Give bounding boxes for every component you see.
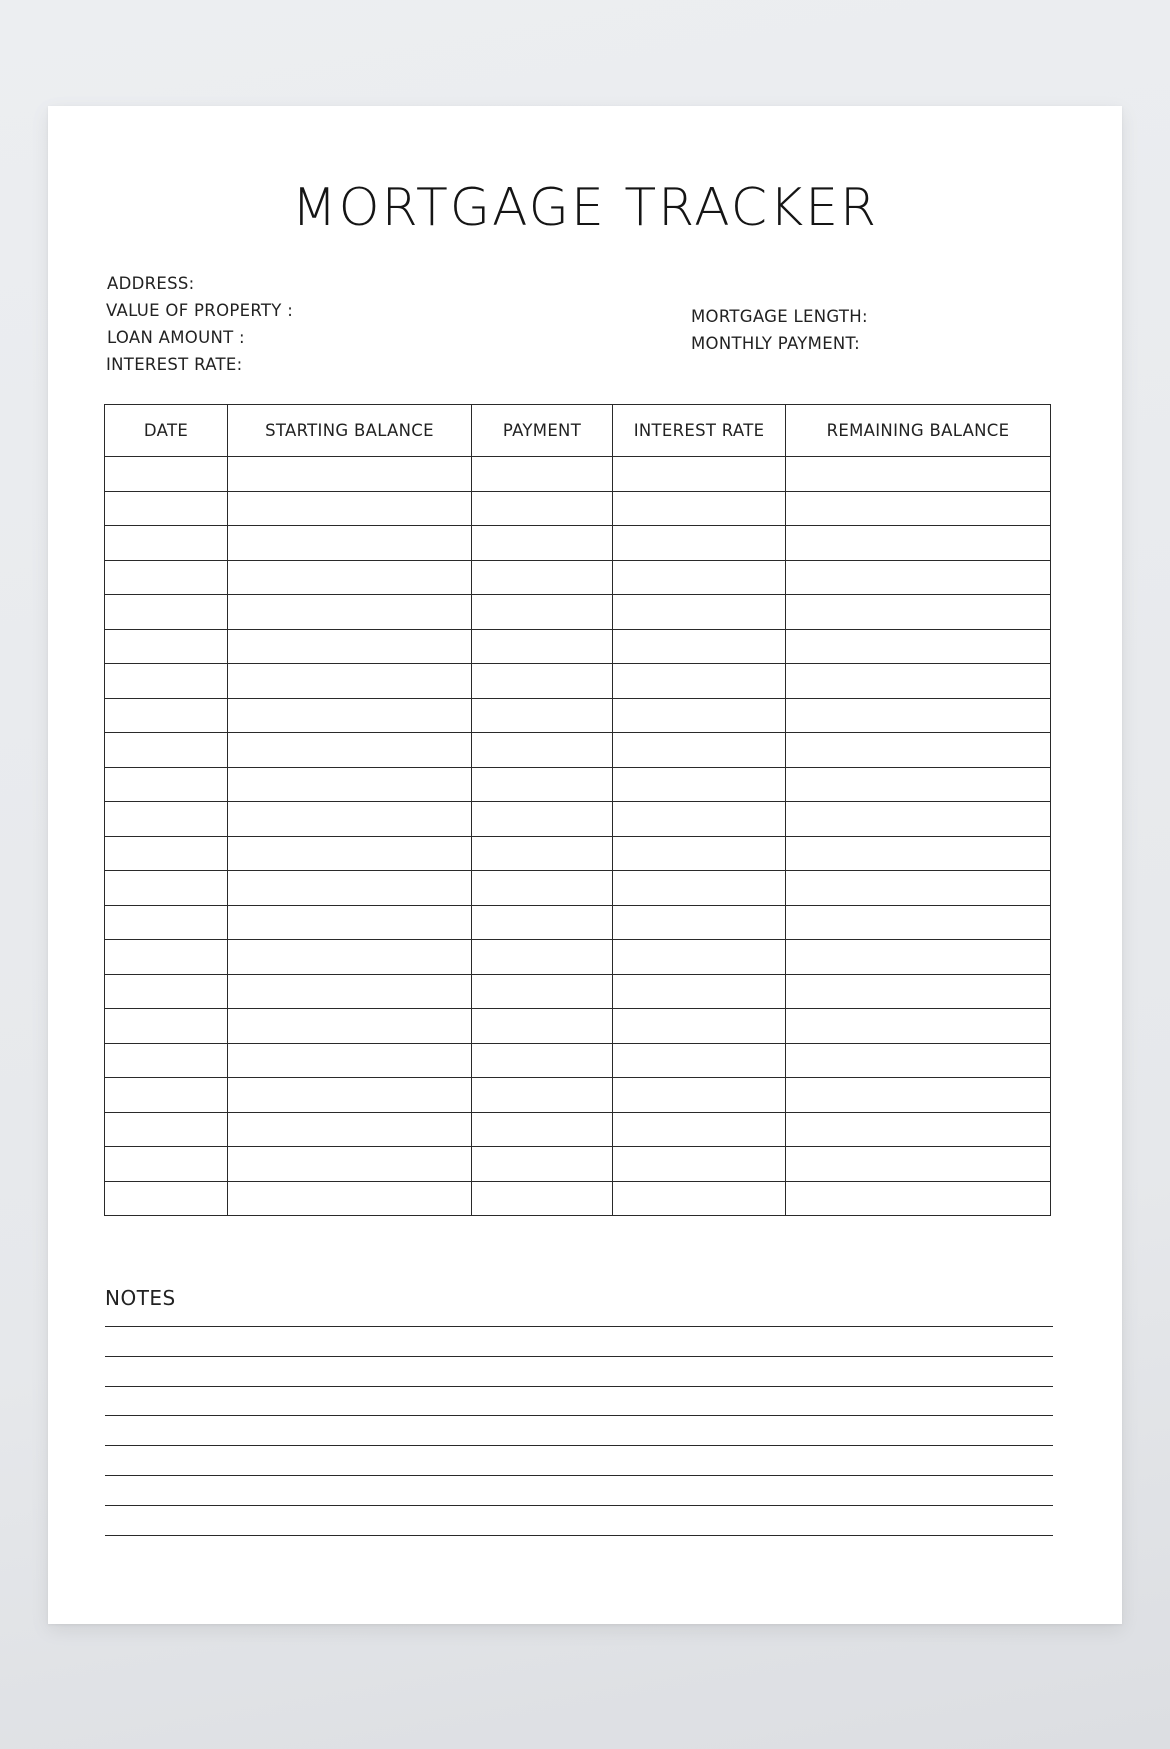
starting-balance-cell[interactable] — [228, 664, 472, 699]
payment-cell[interactable] — [472, 940, 613, 975]
table-row — [105, 836, 1051, 871]
interest-rate-cell[interactable] — [613, 767, 786, 802]
remaining-balance-cell[interactable] — [786, 1147, 1051, 1182]
date-cell[interactable] — [105, 457, 228, 492]
interest-rate-cell[interactable] — [613, 664, 786, 699]
starting-balance-cell[interactable] — [228, 1112, 472, 1147]
mortgage-table — [104, 404, 1051, 1216]
payment-cell[interactable] — [472, 526, 613, 561]
payment-cell[interactable] — [472, 1147, 613, 1182]
starting-balance-cell[interactable] — [228, 905, 472, 940]
column-header-date: DATE — [105, 405, 228, 457]
interest-rate-cell[interactable] — [613, 905, 786, 940]
starting-balance-cell[interactable] — [228, 698, 472, 733]
tracker-sheet — [48, 106, 1122, 1624]
starting-balance-cell[interactable] — [228, 1009, 472, 1044]
table-row — [105, 698, 1051, 733]
interest-rate-cell[interactable] — [613, 1181, 786, 1216]
payment-cell[interactable] — [472, 836, 613, 871]
date-cell[interactable] — [105, 526, 228, 561]
remaining-balance-cell[interactable] — [786, 698, 1051, 733]
date-cell[interactable] — [105, 1043, 228, 1078]
starting-balance-cell[interactable] — [228, 940, 472, 975]
table-row — [105, 1112, 1051, 1147]
remaining-balance-cell[interactable] — [786, 457, 1051, 492]
date-cell[interactable] — [105, 905, 228, 940]
column-header-starting-balance: STARTING BALANCE — [228, 405, 472, 457]
starting-balance-cell[interactable] — [228, 457, 472, 492]
monthly-payment-label: MONTHLY PAYMENT: — [691, 334, 860, 353]
table-row — [105, 1043, 1051, 1078]
payment-cell[interactable] — [472, 1112, 613, 1147]
starting-balance-cell[interactable] — [228, 974, 472, 1009]
interest-rate-cell[interactable] — [613, 974, 786, 1009]
interest-rate-cell[interactable] — [613, 802, 786, 837]
interest-rate-cell[interactable] — [613, 1147, 786, 1182]
payment-cell[interactable] — [472, 1078, 613, 1113]
note-line[interactable] — [105, 1505, 1053, 1506]
payment-cell[interactable] — [472, 698, 613, 733]
interest-rate-cell[interactable] — [613, 629, 786, 664]
table-row — [105, 802, 1051, 837]
date-cell[interactable] — [105, 595, 228, 630]
interest-rate-cell[interactable] — [613, 491, 786, 526]
date-cell[interactable] — [105, 1078, 228, 1113]
interest-rate-cell[interactable] — [613, 698, 786, 733]
interest-rate-cell[interactable] — [613, 526, 786, 561]
date-cell[interactable] — [105, 664, 228, 699]
table-row — [105, 974, 1051, 1009]
table-row — [105, 1147, 1051, 1182]
starting-balance-cell[interactable] — [228, 560, 472, 595]
interest-rate-cell[interactable] — [613, 940, 786, 975]
value-of-property-label: VALUE OF PROPERTY : — [106, 301, 294, 320]
loan-amount-label: LOAN AMOUNT : — [107, 328, 245, 347]
remaining-balance-cell[interactable] — [786, 871, 1051, 906]
payment-cell[interactable] — [472, 905, 613, 940]
payment-cell[interactable] — [472, 733, 613, 768]
date-cell[interactable] — [105, 871, 228, 906]
payment-cell[interactable] — [472, 629, 613, 664]
note-line[interactable] — [105, 1445, 1053, 1446]
note-line[interactable] — [105, 1535, 1053, 1536]
payment-cell[interactable] — [472, 1043, 613, 1078]
note-line[interactable] — [105, 1415, 1053, 1416]
remaining-balance-cell[interactable] — [786, 802, 1051, 837]
table-row — [105, 457, 1051, 492]
date-cell[interactable] — [105, 767, 228, 802]
table-row — [105, 767, 1051, 802]
date-cell[interactable] — [105, 1147, 228, 1182]
table-row — [105, 733, 1051, 768]
remaining-balance-cell[interactable] — [786, 836, 1051, 871]
table-row — [105, 871, 1051, 906]
remaining-balance-cell[interactable] — [786, 1043, 1051, 1078]
date-cell[interactable] — [105, 940, 228, 975]
address-label: ADDRESS: — [107, 274, 195, 293]
date-cell[interactable] — [105, 836, 228, 871]
note-line[interactable] — [105, 1356, 1053, 1357]
remaining-balance-cell[interactable] — [786, 526, 1051, 561]
remaining-balance-cell[interactable] — [786, 1112, 1051, 1147]
payment-cell[interactable] — [472, 802, 613, 837]
column-header-payment: PAYMENT — [472, 405, 613, 457]
interest-rate-cell[interactable] — [613, 733, 786, 768]
table-row — [105, 491, 1051, 526]
table-header-row — [105, 405, 1051, 457]
remaining-balance-cell[interactable] — [786, 733, 1051, 768]
starting-balance-cell[interactable] — [228, 491, 472, 526]
payment-cell[interactable] — [472, 871, 613, 906]
interest-rate-cell[interactable] — [613, 1112, 786, 1147]
interest-rate-cell[interactable] — [613, 595, 786, 630]
notes-label: NOTES — [105, 1286, 176, 1310]
date-cell[interactable] — [105, 629, 228, 664]
table-row — [105, 905, 1051, 940]
payment-cell[interactable] — [472, 664, 613, 699]
interest-rate-cell[interactable] — [613, 1078, 786, 1113]
mortgage-length-label: MORTGAGE LENGTH: — [691, 307, 868, 326]
date-cell[interactable] — [105, 1009, 228, 1044]
payment-cell[interactable] — [472, 595, 613, 630]
starting-balance-cell[interactable] — [228, 767, 472, 802]
interest-rate-cell[interactable] — [613, 1009, 786, 1044]
payment-cell[interactable] — [472, 560, 613, 595]
note-line[interactable] — [105, 1386, 1053, 1387]
date-cell[interactable] — [105, 974, 228, 1009]
date-cell[interactable] — [105, 698, 228, 733]
table-row — [105, 629, 1051, 664]
payment-cell[interactable] — [472, 457, 613, 492]
starting-balance-cell[interactable] — [228, 1043, 472, 1078]
remaining-balance-cell[interactable] — [786, 905, 1051, 940]
column-header-interest-rate: INTEREST RATE — [613, 405, 786, 457]
starting-balance-cell[interactable] — [228, 871, 472, 906]
table-row — [105, 526, 1051, 561]
table-row — [105, 664, 1051, 699]
table-row — [105, 1009, 1051, 1044]
date-cell[interactable] — [105, 1112, 228, 1147]
interest-rate-cell[interactable] — [613, 560, 786, 595]
date-cell[interactable] — [105, 491, 228, 526]
starting-balance-cell[interactable] — [228, 836, 472, 871]
starting-balance-cell[interactable] — [228, 1078, 472, 1113]
remaining-balance-cell[interactable] — [786, 560, 1051, 595]
starting-balance-cell[interactable] — [228, 629, 472, 664]
table-row — [105, 940, 1051, 975]
starting-balance-cell[interactable] — [228, 802, 472, 837]
remaining-balance-cell[interactable] — [786, 629, 1051, 664]
starting-balance-cell[interactable] — [228, 595, 472, 630]
interest-rate-cell[interactable] — [613, 836, 786, 871]
interest-rate-label: INTEREST RATE: — [106, 355, 243, 374]
remaining-balance-cell[interactable] — [786, 491, 1051, 526]
starting-balance-cell[interactable] — [228, 1181, 472, 1216]
interest-rate-cell[interactable] — [613, 871, 786, 906]
remaining-balance-cell[interactable] — [786, 940, 1051, 975]
note-line[interactable] — [105, 1326, 1053, 1327]
table-body — [105, 457, 1051, 1216]
remaining-balance-cell[interactable] — [786, 974, 1051, 1009]
payment-cell[interactable] — [472, 974, 613, 1009]
date-cell[interactable] — [105, 560, 228, 595]
starting-balance-cell[interactable] — [228, 526, 472, 561]
table-row — [105, 595, 1051, 630]
remaining-balance-cell[interactable] — [786, 1009, 1051, 1044]
payment-cell[interactable] — [472, 767, 613, 802]
payment-cell[interactable] — [472, 491, 613, 526]
payment-cell[interactable] — [472, 1181, 613, 1216]
remaining-balance-cell[interactable] — [786, 1181, 1051, 1216]
remaining-balance-cell[interactable] — [786, 1078, 1051, 1113]
starting-balance-cell[interactable] — [228, 1147, 472, 1182]
column-header-remaining-balance: REMAINING BALANCE — [786, 405, 1051, 457]
payment-cell[interactable] — [472, 1009, 613, 1044]
table-row — [105, 1181, 1051, 1216]
note-line[interactable] — [105, 1475, 1053, 1476]
page-title: MORTGAGE TRACKER — [291, 178, 879, 238]
date-cell[interactable] — [105, 733, 228, 768]
remaining-balance-cell[interactable] — [786, 664, 1051, 699]
interest-rate-cell[interactable] — [613, 1043, 786, 1078]
date-cell[interactable] — [105, 802, 228, 837]
remaining-balance-cell[interactable] — [786, 595, 1051, 630]
table-row — [105, 1078, 1051, 1113]
date-cell[interactable] — [105, 1181, 228, 1216]
table-row — [105, 560, 1051, 595]
interest-rate-cell[interactable] — [613, 457, 786, 492]
remaining-balance-cell[interactable] — [786, 767, 1051, 802]
starting-balance-cell[interactable] — [228, 733, 472, 768]
